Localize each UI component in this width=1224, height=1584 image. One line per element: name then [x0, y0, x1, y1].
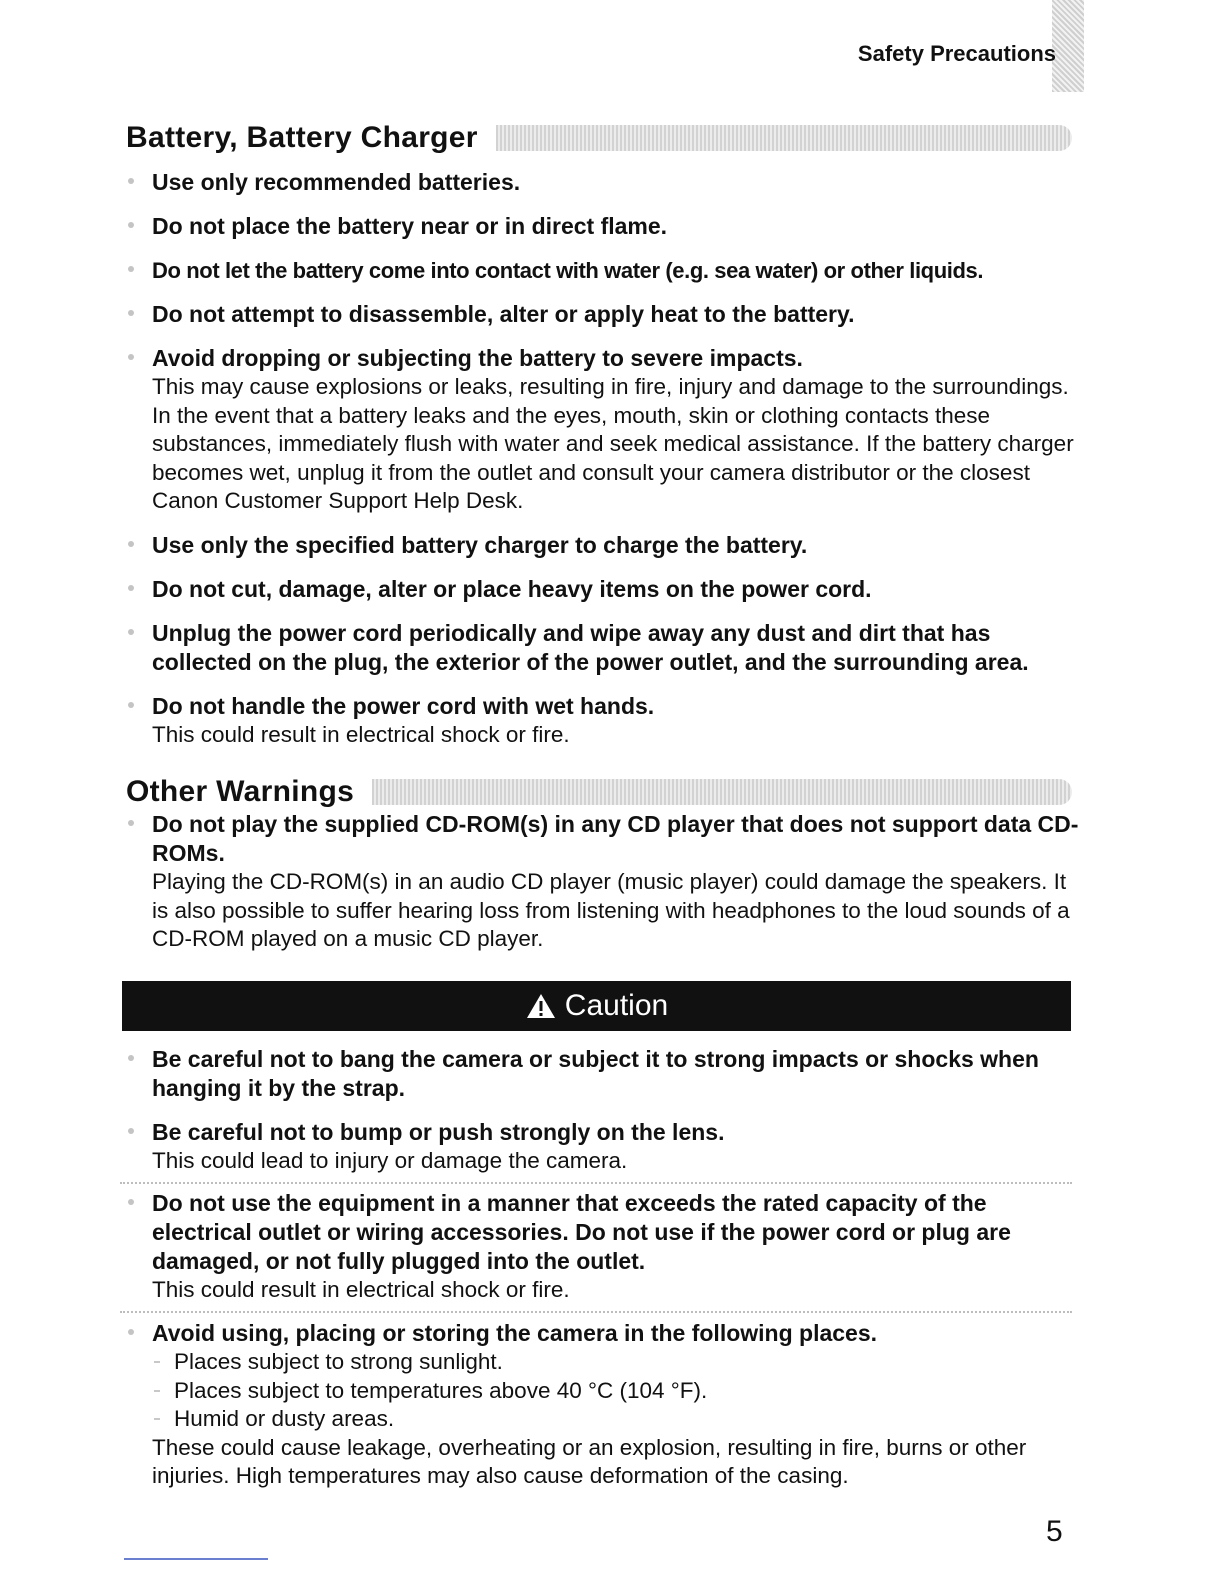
caution-body: This could lead to injury or damage the camera. [152, 1148, 628, 1173]
caution-list-a [126, 1045, 1086, 1176]
page-number: 5 [1046, 1515, 1063, 1548]
battery-warnings-list [126, 168, 1086, 749]
warning-heading: Do not cut, damage, alter or place heavy items on the power cord. [152, 575, 872, 602]
section-title-battery [126, 121, 1072, 155]
list-item [126, 1189, 1086, 1305]
footer-rule [124, 1558, 268, 1560]
section-heading: Other Warnings [126, 775, 355, 808]
caution-body: This could result in electrical shock or fire. [152, 1277, 570, 1302]
dash-icon [154, 1361, 160, 1363]
bullet-icon [128, 1199, 134, 1205]
other-warnings-list [126, 810, 1086, 954]
list-item [126, 692, 1086, 750]
dotted-divider [120, 1311, 1072, 1313]
warning-heading: Do not play the supplied CD-ROM(s) in any CD player that does not support data CD-ROMs. [152, 811, 1079, 866]
caution-banner [122, 981, 1071, 1031]
list-item [126, 168, 1086, 197]
caution-list-b [126, 1189, 1086, 1305]
running-head: Safety Precautions [857, 41, 1056, 66]
warning-heading: Use only the specified battery charger to charge the battery. [152, 531, 808, 558]
bullet-icon [128, 222, 134, 228]
bullet-icon [128, 820, 134, 826]
list-item [126, 300, 1086, 329]
bullet-icon [128, 354, 134, 360]
warning-body: This may cause explosions or leaks, resulting in fire, injury and damage to the surroundings. In the event that a battery leaks and the eyes, mouth, skin or clothing contacts these substances, immediately flush with water and seek medical assistance. If the battery charger becomes wet, unplug it from the outlet and consult your camera distributor or the closest Canon Customer Support Help Desk. [152, 374, 1074, 513]
section-title-bar [372, 779, 1072, 805]
list-item [126, 619, 1086, 677]
section-title-bar [496, 125, 1072, 151]
list-item [126, 1319, 1086, 1491]
warning-heading: Do not place the battery near or in direct flame. [152, 213, 668, 239]
caution-heading: Be careful not to bump or push strongly on the lens. [152, 1119, 725, 1145]
caution-list-c [126, 1319, 1086, 1491]
bullet-icon [128, 178, 134, 184]
warning-heading: Do not let the battery come into contact with water (e.g. sea water) or other liquids. [152, 258, 984, 283]
caution-heading: Do not use the equipment in a manner that exceeds the rated capacity of the electrical outlet or wiring accessories. Do not use if the power cord or plug are damaged, or not fully plugged into the outlet. [152, 1190, 1011, 1274]
warning-heading: Unplug the power cord periodically and wipe away any dust and dirt that has collected on the plug, the exterior of the power outlet, and the surrounding area. [152, 619, 1029, 675]
list-item [126, 531, 1086, 560]
sub-list-text: Humid or dusty areas. [174, 1406, 395, 1431]
bullet-icon [128, 585, 134, 591]
list-item [126, 344, 1086, 516]
bullet-icon [128, 1128, 134, 1134]
bullet-icon [128, 541, 134, 547]
warning-body: This could result in electrical shock or fire. [152, 721, 570, 747]
list-item [126, 1118, 1086, 1176]
list-item [126, 256, 1086, 285]
list-item [126, 1045, 1086, 1103]
sub-list-item [152, 1405, 1086, 1434]
caution-heading: Avoid using, placing or storing the camera in the following places. [152, 1320, 878, 1346]
section-heading: Battery, Battery Charger [126, 121, 478, 154]
warning-heading: Use only recommended batteries. [152, 169, 521, 195]
bullet-icon [128, 702, 134, 708]
dotted-divider [120, 1182, 1072, 1184]
bullet-icon [128, 266, 134, 272]
bullet-icon [128, 1329, 134, 1335]
sub-list-item [152, 1348, 1086, 1377]
dash-icon [154, 1390, 160, 1392]
warning-triangle-icon [525, 992, 557, 1020]
caution-body: These could cause leakage, overheating or an explosion, resulting in fire, burns or other injuries. High temperatures may also cause deformation of the casing. [152, 1434, 1027, 1488]
dash-icon [154, 1418, 160, 1420]
sub-list-text: Places subject to temperatures above 40 °C (104 °F). [174, 1377, 708, 1403]
list-item [126, 212, 1086, 241]
list-item [126, 810, 1086, 954]
section-edge-tab [1052, 0, 1084, 92]
warning-heading: Do not handle the power cord with wet hands. [152, 692, 655, 719]
warning-heading: Avoid dropping or subjecting the battery to severe impacts. [152, 345, 803, 371]
bullet-icon [128, 310, 134, 316]
warning-heading: Do not attempt to disassemble, alter or apply heat to the battery. [152, 301, 855, 327]
sub-list-item [152, 1377, 1086, 1406]
caution-heading: Be careful not to bang the camera or subject it to strong impacts or shocks when hanging it by the strap. [152, 1046, 1039, 1101]
bullet-icon [128, 1055, 134, 1061]
warning-body: Playing the CD-ROM(s) in an audio CD player (music player) could damage the speakers. It is also possible to suffer hearing loss from listening with headphones to the loud sounds of a CD-ROM played on a music CD player. [152, 869, 1070, 951]
bullet-icon [128, 629, 134, 635]
section-title-other [126, 775, 1072, 809]
list-item [126, 575, 1086, 604]
sub-list-text: Places subject to strong sunlight. [174, 1349, 503, 1374]
caution-label: Caution [564, 989, 669, 1022]
